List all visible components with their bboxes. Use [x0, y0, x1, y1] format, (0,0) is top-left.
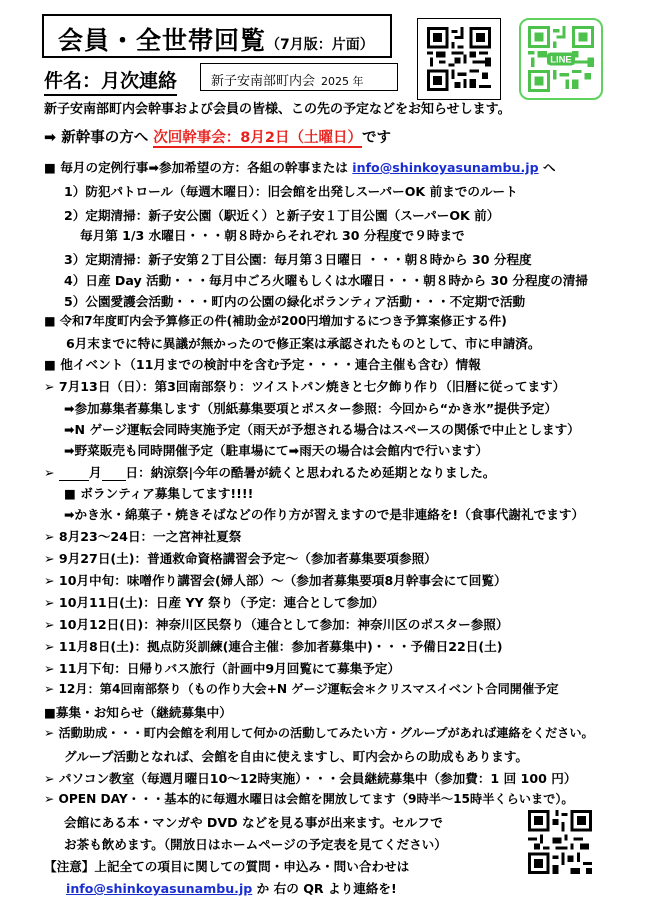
recruit-item: ➢ パソコン教室（毎週月曜日10～12時実施）・・・会員継続募集中（参加費：1 回 100 円） — [44, 771, 577, 786]
volunteer-detail: ➡かき氷・綿菓子・焼きそばなどの作り方が習えますので是非連絡を!（食事代謝礼でます） — [64, 507, 585, 522]
blank-month — [59, 465, 89, 481]
event-subitem: ➡N ゲージ運転会同時実施予定（雨天が予想される場合はスペースの関係で中止とします） — [64, 422, 580, 437]
recruit-detail: 会館にある本・マンガや DVD などを見る事が出来ます。セルフで — [64, 815, 443, 830]
event-item: ➢ 8月23～24日：一之宮神社夏祭 — [44, 529, 242, 544]
regular-item-3: 3）定期清掃：新子安第２丁目公園：毎月第３日曜日 ・・・朝８時から 30 分程度 — [64, 252, 532, 267]
email-link[interactable]: info@shinkoyasunambu.jp — [66, 881, 253, 896]
line-qr-code-icon[interactable] — [519, 18, 603, 100]
note-contact: info@shinkoyasunambu.jp か 右の QR より連絡を! — [66, 881, 397, 896]
intro-text: 新子安南部町内会幹事および会員の皆様、この先の予定などをお知らせします。 — [44, 102, 511, 117]
regular-item-2: 2）定期清掃：新子安公園（駅近く）と新子安１丁目公園（スーパーOK 前） — [64, 208, 500, 223]
page-title-sub: （7月版：片面） — [266, 37, 374, 53]
next-meeting-date: 次回幹事会：8月2日（土曜日） — [153, 130, 362, 146]
org-year: 2025 年 — [321, 75, 364, 88]
events-heading: ■ 他イベント（11月までの検討中を含む予定・・・・連合主催も含む）情報 — [44, 357, 481, 372]
regular-item-1: 1）防犯パトロール（毎週木曜日）：旧会館を出発しスーパーOK 前までのルート — [64, 184, 518, 199]
regular-item-5: 5）公園愛護会活動・・・町内の公園の緑化ボランティア活動・・・不定期で活動 — [64, 294, 526, 309]
event-item: ➢ 11月8日(土)：拠点防災訓練(連合主催：参加者募集中)・・・予備日22日(土) — [44, 639, 503, 654]
page-title: 会員・全世帯回覧（7月版：片面） — [58, 26, 374, 55]
volunteer-heading: ■ ボランティア募集してます!!!! — [64, 486, 254, 501]
regular-item-2-detail: 毎月第 1/3 水曜日・・・朝８時からそれぞれ 30 分程度で９時まで — [80, 228, 465, 243]
event-item: ➢ 7月13日（日）：第3回南部祭り：ツイストパン焼きと七夕飾り作り（旧暦に従ってます） — [44, 379, 566, 394]
budget-heading: ■ 令和7年度町内会予算修正の件(補助金が200円増加するにつき予算案修正する件) — [44, 314, 507, 328]
event-item: ➢ 10月中旬：味噌作り講習会(婦人部）～（参加者募集要項8月幹事会にて回覧） — [44, 573, 507, 588]
recruit-detail: グループ活動となれば、会館を自由に使えますし、町内会からの助成もあります。 — [64, 749, 528, 764]
event-item: ➢ 11月下旬：日帰りバス旅行（計画中9月回覧にて募集予定） — [44, 661, 401, 676]
budget-body: 6月末までに特に異議が無かったので修正案は承認されたものとして、市に申請済。 — [66, 336, 541, 351]
event-item: ➢ 10月11日(土)：日産 YY 祭り（予定：連合として参加） — [44, 595, 385, 610]
recruit-heading: ■募集・お知らせ（継続募集中） — [44, 705, 232, 720]
regular-heading: ■ 毎月の定例行事➡参加希望の方：各組の幹事または info@shinkoyasunambu.jp へ — [44, 160, 556, 175]
blank-day — [102, 465, 126, 481]
qr-code-icon[interactable] — [417, 18, 501, 100]
contact-qr-code-icon[interactable] — [524, 806, 596, 878]
event-item: ➢ 9月27日(土)：普通救命資格講習会予定～（参加者募集要項参照） — [44, 551, 437, 566]
next-meeting-suffix: です — [361, 130, 391, 146]
line-label: LINE — [550, 53, 572, 65]
next-meeting-prefix: ➡ 新幹事の方へ — [44, 130, 149, 146]
recruit-item: ➢ OPEN DAY・・・基本的に毎週水曜日は会館を開放してます（9時半～15時半くらいまで）。 — [44, 792, 574, 806]
email-link[interactable]: info@shinkoyasunambu.jp — [352, 160, 539, 175]
org-name: 新子安南部町内会 — [211, 74, 316, 89]
title-box — [42, 14, 392, 58]
event-subitem: ➡野菜販売も同時開催予定（駐車場にて➡雨天の場合は会館内で行います） — [64, 443, 489, 458]
next-meeting — [44, 126, 391, 147]
regular-item-4: 4）日産 Day 活動・・・毎月中ごろ火曜もしくは水曜日・・・朝８時から 30 分程度の清掃 — [64, 273, 588, 288]
event-item: ➢ 10月12日(日)：神奈川区民祭り（連合として参加：神奈川区のポスター参照） — [44, 617, 509, 632]
event-subitem: ➡参加募集者募集します（別紙募集要項とポスター参照：今回から“かき氷”提供予定） — [64, 401, 558, 416]
subject-label: 件名：月次連絡 — [44, 66, 177, 96]
recruit-item: ➢ 活動助成・・・町内会館を利用して何かの活動してみたい方・グループがあれば連絡をください。 — [44, 726, 594, 740]
event-item: ➢ 12月：第4回南部祭り（もの作り大会+N ゲージ運転会＊クリスマスイベント合同開催予定 — [44, 682, 559, 696]
event-item-noryo: ➢ 月 日：納涼祭|今年の酷暑が続くと思われるため延期となりました。 — [44, 465, 496, 480]
org-box — [200, 63, 398, 91]
note-heading: 【注意】上記全ての項目に関しての質問・申込み・問い合わせは — [44, 859, 410, 874]
recruit-detail: お茶も飲めます。（開放日はホームページの予定表を見てください） — [64, 837, 447, 852]
